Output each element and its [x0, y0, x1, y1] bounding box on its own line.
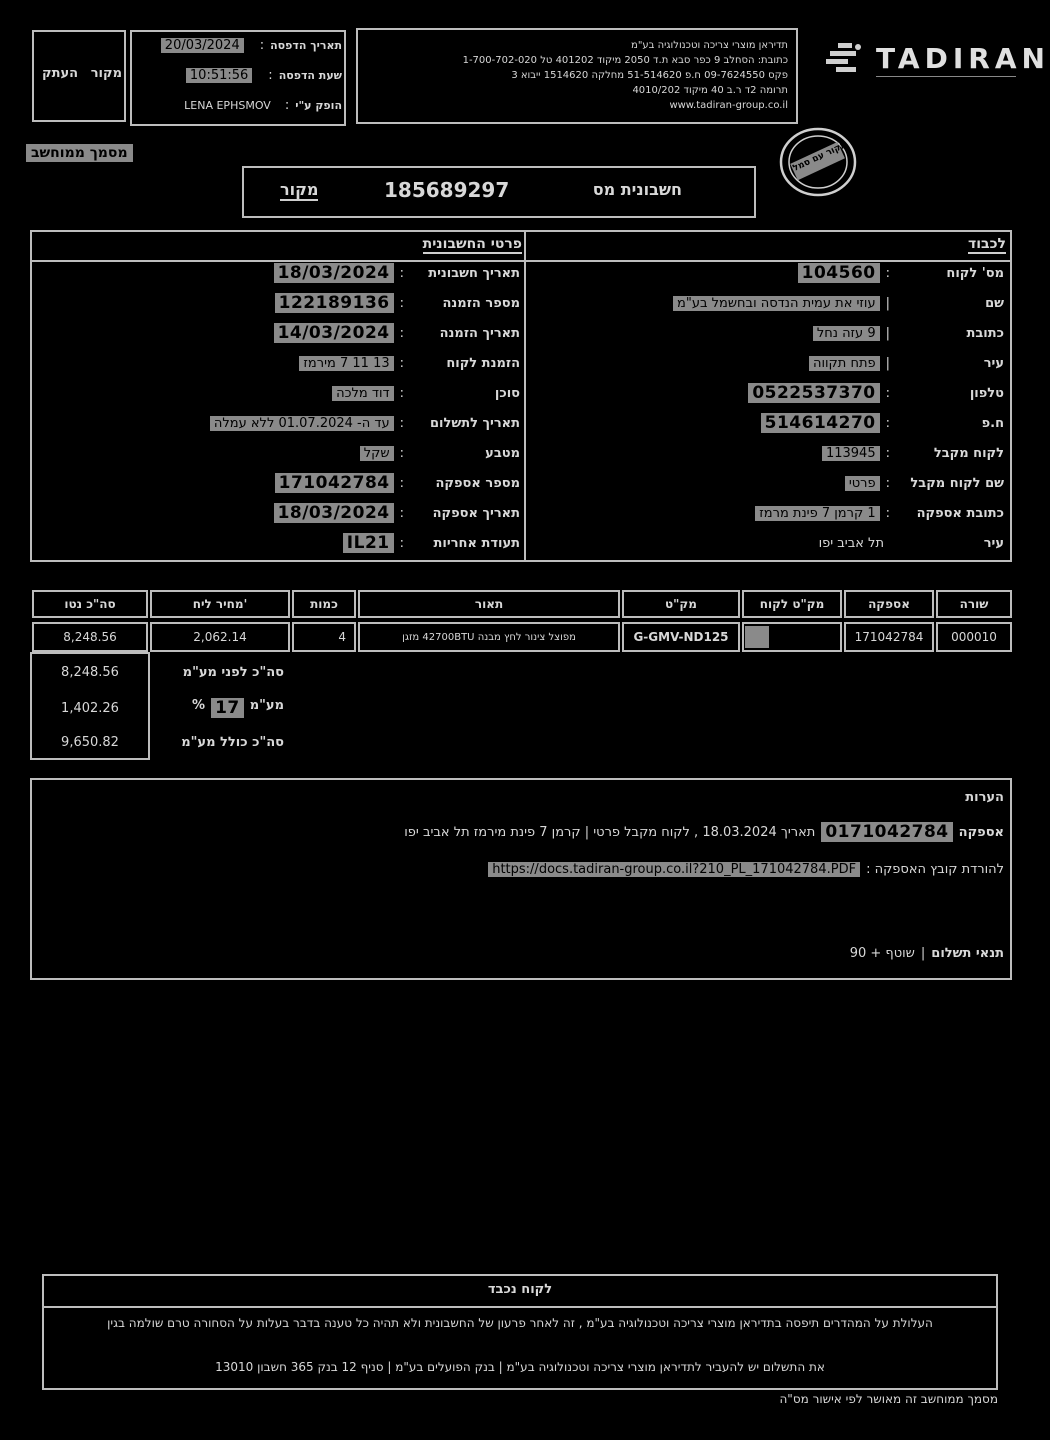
customer-number-label: מס' לקוח — [946, 265, 1004, 281]
notes-line-1 — [404, 822, 1004, 842]
receiving-customer-label: לקוח מקבל — [933, 445, 1004, 461]
invoice-date-label: תאריך חשבונית — [428, 265, 520, 281]
grand-total-row — [32, 726, 292, 758]
col-header-description: תאור — [358, 590, 620, 618]
customer-field-row: טלפון : 0522537370 — [534, 378, 1004, 408]
customer-company-id-label: ח.פ — [981, 415, 1004, 431]
company-line: תרומה 2ד ר.ב 40 מיקוד 4010/202 — [632, 85, 788, 96]
customer-name-label: שם — [985, 295, 1004, 311]
order-date: 14/03/2024 — [274, 323, 394, 343]
customer-order-label: הזמנת לקוח — [446, 355, 520, 371]
invoice-field-row: תעודת אחריות : IL21 — [40, 528, 520, 558]
printed-by-row: הופק ע"י : LENA EPHSMOV — [184, 98, 342, 113]
grand-total: 9,650.82 — [61, 734, 119, 750]
stamp-text: מקור עם סמל — [791, 140, 849, 174]
col-header-qty: כמות — [292, 590, 356, 618]
customer-city-label: עיר — [983, 355, 1004, 371]
invoice-details-title: פרטי החשבונית — [422, 236, 522, 252]
agent-label: סוכן — [494, 385, 520, 401]
delivery-address-label: כתובת אספקה — [916, 505, 1004, 521]
footer-payment-note: את התשלום יש להעביר לתדיראן מוצרי צריכה וטכנולוגיה בע"מ | בנק הפועלים בע"מ | סניף 12 בנק 365 חשבון 13010 — [215, 1360, 825, 1374]
company-lines — [368, 38, 788, 113]
company-info-box — [356, 28, 798, 124]
customer-field-row: ח.פ : 514614270 — [534, 408, 1004, 438]
receiving-customer-name: פרטי — [845, 476, 880, 491]
customer-fields — [534, 258, 1004, 558]
cell-description: מפוצל צינור לחץ מבנה 42700BTU מזגן — [358, 622, 620, 652]
col-header-line: שורה — [936, 590, 1012, 618]
printed-by: LENA EPHSMOV — [184, 99, 271, 112]
vat-label: מע"מ — [249, 698, 284, 713]
notes-delivery-number: 0171042784 — [821, 822, 952, 842]
notes-line-2 — [488, 862, 1004, 877]
total-before-vat: 8,248.56 — [61, 664, 119, 680]
customer-field-row — [534, 528, 1004, 558]
vat-percent-sign: % — [192, 698, 206, 713]
copy-label: מקור — [90, 66, 122, 81]
col-header-sku: מק"ט — [622, 590, 740, 618]
customer-address: 9 עזה נחל — [813, 326, 880, 341]
cell-net-total: 8,248.56 — [32, 622, 148, 652]
currency: שקל — [360, 446, 394, 461]
print-time: 10:51:56 — [186, 68, 252, 83]
delivery-date: 18/03/2024 — [274, 503, 394, 523]
delivery-city-label: עיר — [983, 535, 1004, 551]
invoice-field-row: סוכן : דוד מלכה — [40, 378, 520, 408]
print-time-label: שעת הדפסה — [278, 69, 342, 82]
payment-date-label: תאריך לתשלום — [429, 415, 520, 431]
invoice-field-row: תאריך אספקה : 18/03/2024 — [40, 498, 520, 528]
customer-city: פתח תקווה — [809, 356, 880, 371]
customer-field-row: שם | עוזי את עמית הנדסה ובחשמל בע"מ — [534, 288, 1004, 318]
cell-sku: G-GMV-ND125 — [622, 622, 740, 652]
customer-company-id: 514614270 — [761, 413, 880, 433]
footer-title: לקוח נכבד — [487, 1282, 553, 1297]
customer-title: לכבוד — [968, 236, 1006, 252]
delivery-number-label: מספר אספקה — [435, 475, 520, 491]
payment-terms-label: תנאי תשלום — [931, 946, 1004, 961]
delivery-number: 171042784 — [275, 473, 394, 493]
customer-field-row: לקוח מקבל : 113945 — [534, 438, 1004, 468]
notes-download-link[interactable]: https://docs.tadiran-group.co.il?210_PL_171042784.PDF — [488, 862, 860, 877]
grand-total-label: סה"כ כולל מע"מ — [181, 734, 284, 750]
customer-field-row: עיר | פתח תקווה — [534, 348, 1004, 378]
computerized-label: מסמך ממוחשב — [26, 144, 133, 162]
print-time-row: שעת הדפסה : 10:51:56 — [136, 68, 342, 83]
invoice-field-row: מספר הזמנה : 122189136 — [40, 288, 520, 318]
customer-field-row: כתובת | 9 עזה נחל — [534, 318, 1004, 348]
customer-field-row: מס' לקוח : 104560 — [534, 258, 1004, 288]
notes-title: הערות — [965, 790, 1004, 805]
company-line: תדיראן מוצרי צריכה וטכנולוגיה בע"מ — [631, 40, 788, 51]
company-line: פקס 09-7624550 ח.פ 51-514620 מחלקה 1514620 ייבוא 3 — [511, 70, 788, 81]
invoice-field-row: הזמנת לקוח : 13 11 7 מירמז — [40, 348, 520, 378]
order-number-label: מספר הזמנה — [442, 295, 520, 311]
doc-title-label: חשבונית מס — [592, 180, 682, 199]
footer-box — [42, 1274, 998, 1390]
customer-order: 13 11 7 מירמז — [299, 356, 393, 371]
order-number: 122189136 — [275, 293, 394, 313]
customer-name: עוזי את עמית הנדסה ובחשמל בע"מ — [673, 296, 880, 311]
vat-amount: 1,402.26 — [61, 700, 119, 716]
payment-date: עד ה- 01.07.2024 ללא עמלה — [210, 416, 394, 431]
cell-customer-sku — [742, 622, 842, 652]
doc-number: 185689297 — [384, 178, 510, 202]
customer-field-row: כתובת אספקה : 1 קרמן 7 פינת מרמז — [534, 498, 1004, 528]
doc-title-box — [242, 166, 756, 218]
vat-percent: 17 — [211, 698, 244, 718]
cell-line: 000010 — [936, 622, 1012, 652]
invoice-field-row: תאריך חשבונית : 18/03/2024 — [40, 258, 520, 288]
company-line: www.tadiran-group.co.il — [669, 100, 788, 111]
total-before-vat-row — [32, 656, 292, 688]
customer-phone-label: טלפון — [969, 385, 1004, 401]
print-date: 20/03/2024 — [161, 38, 244, 53]
delivery-date-label: תאריך אספקה — [432, 505, 520, 521]
cell-delivery: 171042784 — [844, 622, 934, 652]
print-date-row: תאריך הדפסה : 20/03/2024 — [136, 38, 342, 53]
warranty-label: תעודת אחריות — [433, 535, 520, 551]
invoice-field-row: מטבע : שקל — [40, 438, 520, 468]
notes-download-label: להורדת קובץ האספקה : — [866, 862, 1004, 877]
footer-approval-note: מסמך ממוחשב זה מאושר לפי אישור מס"ה — [779, 1392, 998, 1406]
notes-delivery-details: תאריך 18.03.2024 , לקוח מקבל פרטי | קרמן 7 פינת מירמז תל אביב יפו — [404, 824, 816, 840]
customer-number: 104560 — [798, 263, 880, 283]
notes-delivery-prefix: אספקה — [958, 824, 1004, 840]
invoice-field-row: תאריך הזמנה : 14/03/2024 — [40, 318, 520, 348]
company-line: כתובת: הסחלב 9 כפר סבא ת.ד 2050 מיקוד 401202 טל 1-700-702-020 — [462, 55, 788, 66]
agent: דוד מלכה — [332, 386, 393, 401]
invoice-date: 18/03/2024 — [274, 263, 394, 283]
vat-row — [32, 692, 292, 724]
tadiran-logo — [824, 38, 1050, 80]
copy-value: העתק — [42, 66, 79, 81]
col-header-customer-sku: מק"ט לקוח — [742, 590, 842, 618]
copy-box — [32, 30, 126, 122]
customer-field-row: שם לקוח מקבל : פרטי — [534, 468, 1004, 498]
receiving-customer-name-label: שם לקוח מקבל — [910, 475, 1004, 491]
col-header-unit-price: מחיר ליח' — [150, 590, 290, 618]
warranty: IL21 — [343, 533, 394, 553]
currency-label: מטבע — [485, 445, 520, 461]
order-date-label: תאריך הזמנה — [439, 325, 520, 341]
notes-line-3: תנאי תשלום | שוטף + 90 — [849, 946, 1004, 961]
brand-name: TADIRAN — [876, 42, 1050, 75]
print-info-box — [130, 30, 346, 126]
printed-by-label: הופק ע"י — [295, 99, 342, 112]
col-header-delivery: אספקה — [844, 590, 934, 618]
print-date-label: תאריך הדפסה — [270, 39, 342, 52]
logo-mark-icon — [824, 39, 864, 79]
cell-qty: 4 — [292, 622, 356, 652]
payment-terms: שוטף + 90 — [849, 946, 915, 961]
footer-ownership-note: העלולת על המהדרים תיפסה בתדיראן מוצרי צריכה וטכנולוגיה בע"מ , זה לאחר פרעון של החשבונית ולא תהיה כל טענה בדבר בעלות על הסחורה טרם שולמה בגין — [107, 1316, 933, 1330]
invoice-field-row: תאריך לתשלום : עד ה- 01.07.2024 ללא עמלה — [40, 408, 520, 438]
doc-type: מקור — [280, 180, 319, 199]
customer-address-label: כתובת — [966, 325, 1004, 341]
cell-unit-price: 2,062.14 — [150, 622, 290, 652]
receiving-customer: 113945 — [822, 446, 880, 461]
col-header-net-total: סה"כ נטו — [32, 590, 148, 618]
delivery-address: 1 קרמן 7 פינת מרמז — [755, 506, 879, 521]
customer-phone: 0522537370 — [748, 383, 879, 403]
delivery-city: תל אביב יפו — [818, 535, 884, 551]
invoice-field-row: מספר אספקה : 171042784 — [40, 468, 520, 498]
total-before-vat-label: סה"כ לפני מע"מ — [182, 664, 284, 680]
invoice-detail-fields — [40, 258, 520, 558]
notes-box — [30, 778, 1012, 980]
